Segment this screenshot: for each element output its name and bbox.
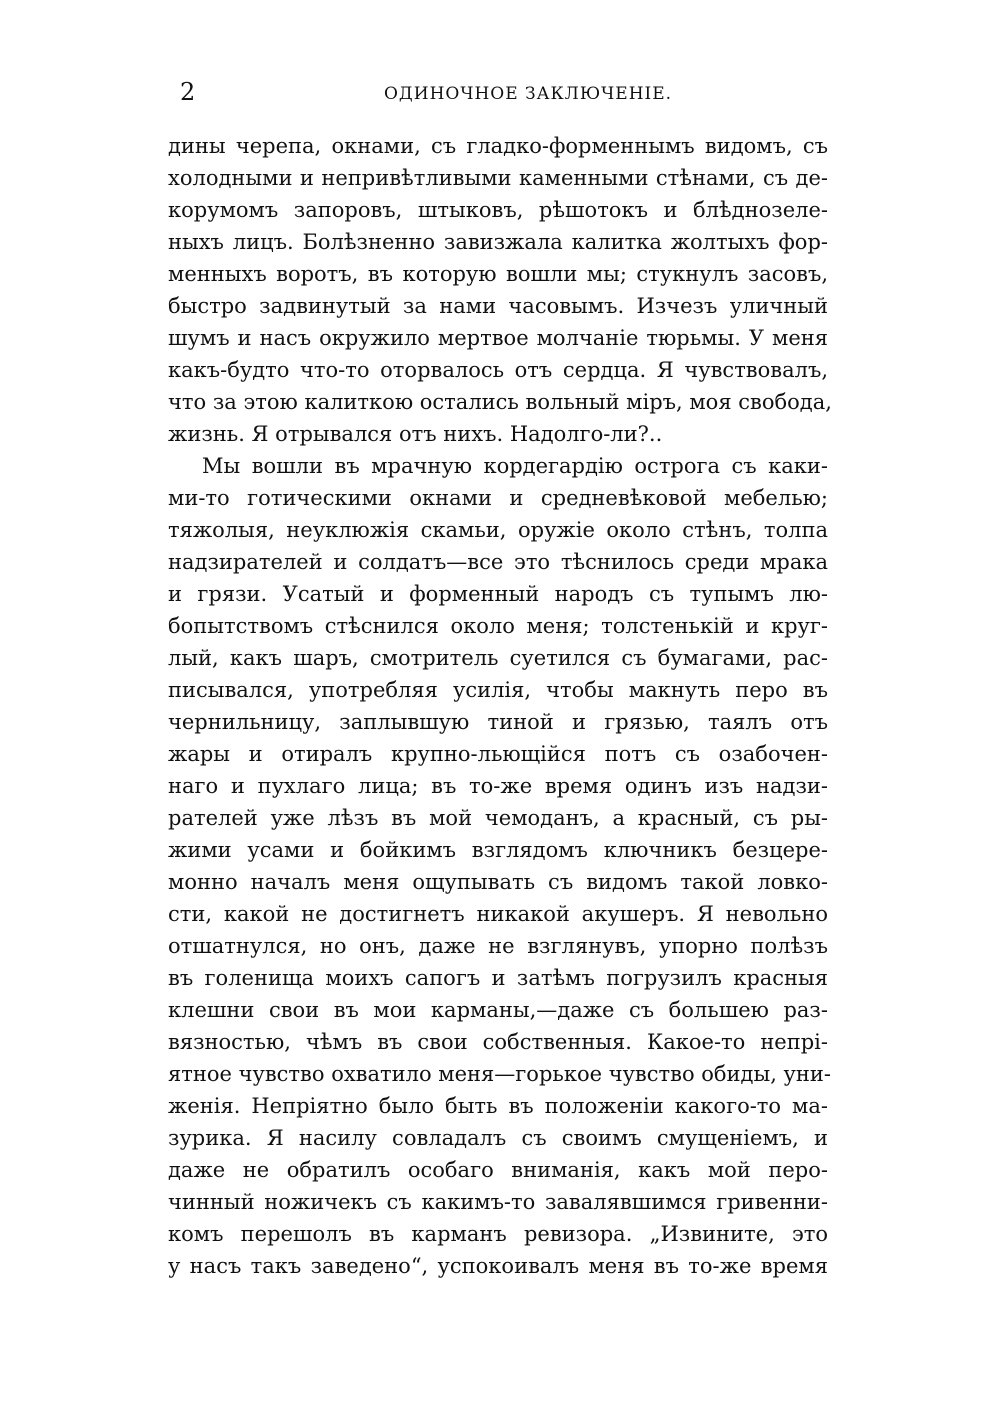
running-head — [178, 78, 820, 108]
text-line: чинный ножичекъ съ какимъ-то завалявшимся гривенни- — [168, 1190, 828, 1214]
text-line: быстро задвинутый за нами часовымъ. Изчезъ уличный — [168, 294, 828, 318]
text-line: клешни свои въ мои карманы,—даже съ большею раз- — [168, 998, 828, 1022]
text-line: наго и пухлаго лица; въ то-же время одинъ изъ надзи- — [168, 774, 828, 798]
text-line: жизнь. Я отрывался отъ нихъ. Надолго-ли?.. — [168, 422, 663, 446]
text-line: отшатнулся, но онъ, даже не взглянувъ, упорно полѣзъ — [168, 934, 828, 958]
text-line: вязностью, чѣмъ въ свои собственныя. Какое-то непрі- — [168, 1030, 828, 1054]
text-line: лый, какъ шаръ, смотритель суетился съ бумагами, рас- — [168, 646, 828, 670]
text-line: монно началъ меня ощупывать съ видомъ такой ловко- — [168, 870, 828, 894]
body-text — [168, 130, 832, 1282]
text-line: комъ перешолъ въ карманъ ревизора. „Извините, это — [168, 1222, 828, 1246]
text-line: ныхъ лицъ. Болѣзненно завизжала калитка жолтыхъ фор- — [168, 230, 828, 254]
paragraph-start-line: Мы вошли въ мрачную кордегардію острога съ каки- — [202, 454, 828, 478]
text-line: менныхъ воротъ, въ которую вошли мы; стукнулъ засовъ, — [168, 262, 828, 286]
text-line: женія. Непріятно было быть въ положеніи какого-то ма- — [168, 1094, 828, 1118]
text-line: надзирателей и солдатъ—все это тѣснилось среди мрака — [168, 550, 828, 574]
text-line: бопытствомъ стѣснился около меня; толстенькій и круг- — [168, 614, 828, 638]
text-line: ми-то готическими окнами и средневѣковой мебелью; — [168, 486, 828, 510]
text-line: рателей уже лѣзъ въ мой чемоданъ, а красный, съ ры- — [168, 806, 828, 830]
text-line: корумомъ запоровъ, штыковъ, рѣшотокъ и блѣднозеле- — [168, 198, 828, 222]
text-line: чернильницу, заплывшую тиной и грязью, таялъ отъ — [168, 710, 828, 734]
page-number: 2 — [180, 78, 196, 106]
text-line: у насъ такъ заведено“, успокоивалъ меня въ то-же время — [168, 1254, 828, 1278]
text-line: что за этою калиткою остались вольный міръ, моя свобода, — [168, 390, 832, 414]
text-line: зурика. Я насилу совладалъ съ своимъ смущеніемъ, и — [168, 1126, 828, 1150]
text-line: какъ-будто что-то оторвалось отъ сердца. Я чувствовалъ, — [168, 358, 828, 382]
text-line: шумъ и насъ окружило мертвое молчаніе тюрьмы. У меня — [168, 326, 828, 350]
text-line: въ голенища моихъ сапогъ и затѣмъ погрузилъ красныя — [168, 966, 828, 990]
text-line: жары и отиралъ крупно-льющійся потъ съ озабочен- — [168, 742, 828, 766]
text-line: сти, какой не достигнетъ никакой акушеръ. Я невольно — [168, 902, 828, 926]
text-line: холодными и непривѣтливыми каменными стѣнами, съ де- — [168, 166, 828, 190]
text-line: писывался, употребляя усилія, чтобы макнуть перо въ — [168, 678, 828, 702]
text-line: дины черепа, окнами, съ гладко-форменнымъ видомъ, съ — [168, 134, 828, 158]
text-line: тяжолыя, неуклюжія скамьи, оружіе около стѣнъ, толпа — [168, 518, 828, 542]
text-line: и грязи. Усатый и форменный народъ съ тупымъ лю- — [168, 582, 828, 606]
text-line: даже не обратилъ особаго вниманія, какъ мой перо- — [168, 1158, 828, 1182]
text-line: ятное чувство охватило меня—горькое чувство обиды, уни- — [168, 1062, 831, 1086]
running-title: ОДИНОЧНОЕ ЗАКЛЮЧЕНІЕ. — [384, 84, 673, 104]
text-line: жими усами и бойкимъ взглядомъ ключникъ безцере- — [168, 838, 828, 862]
